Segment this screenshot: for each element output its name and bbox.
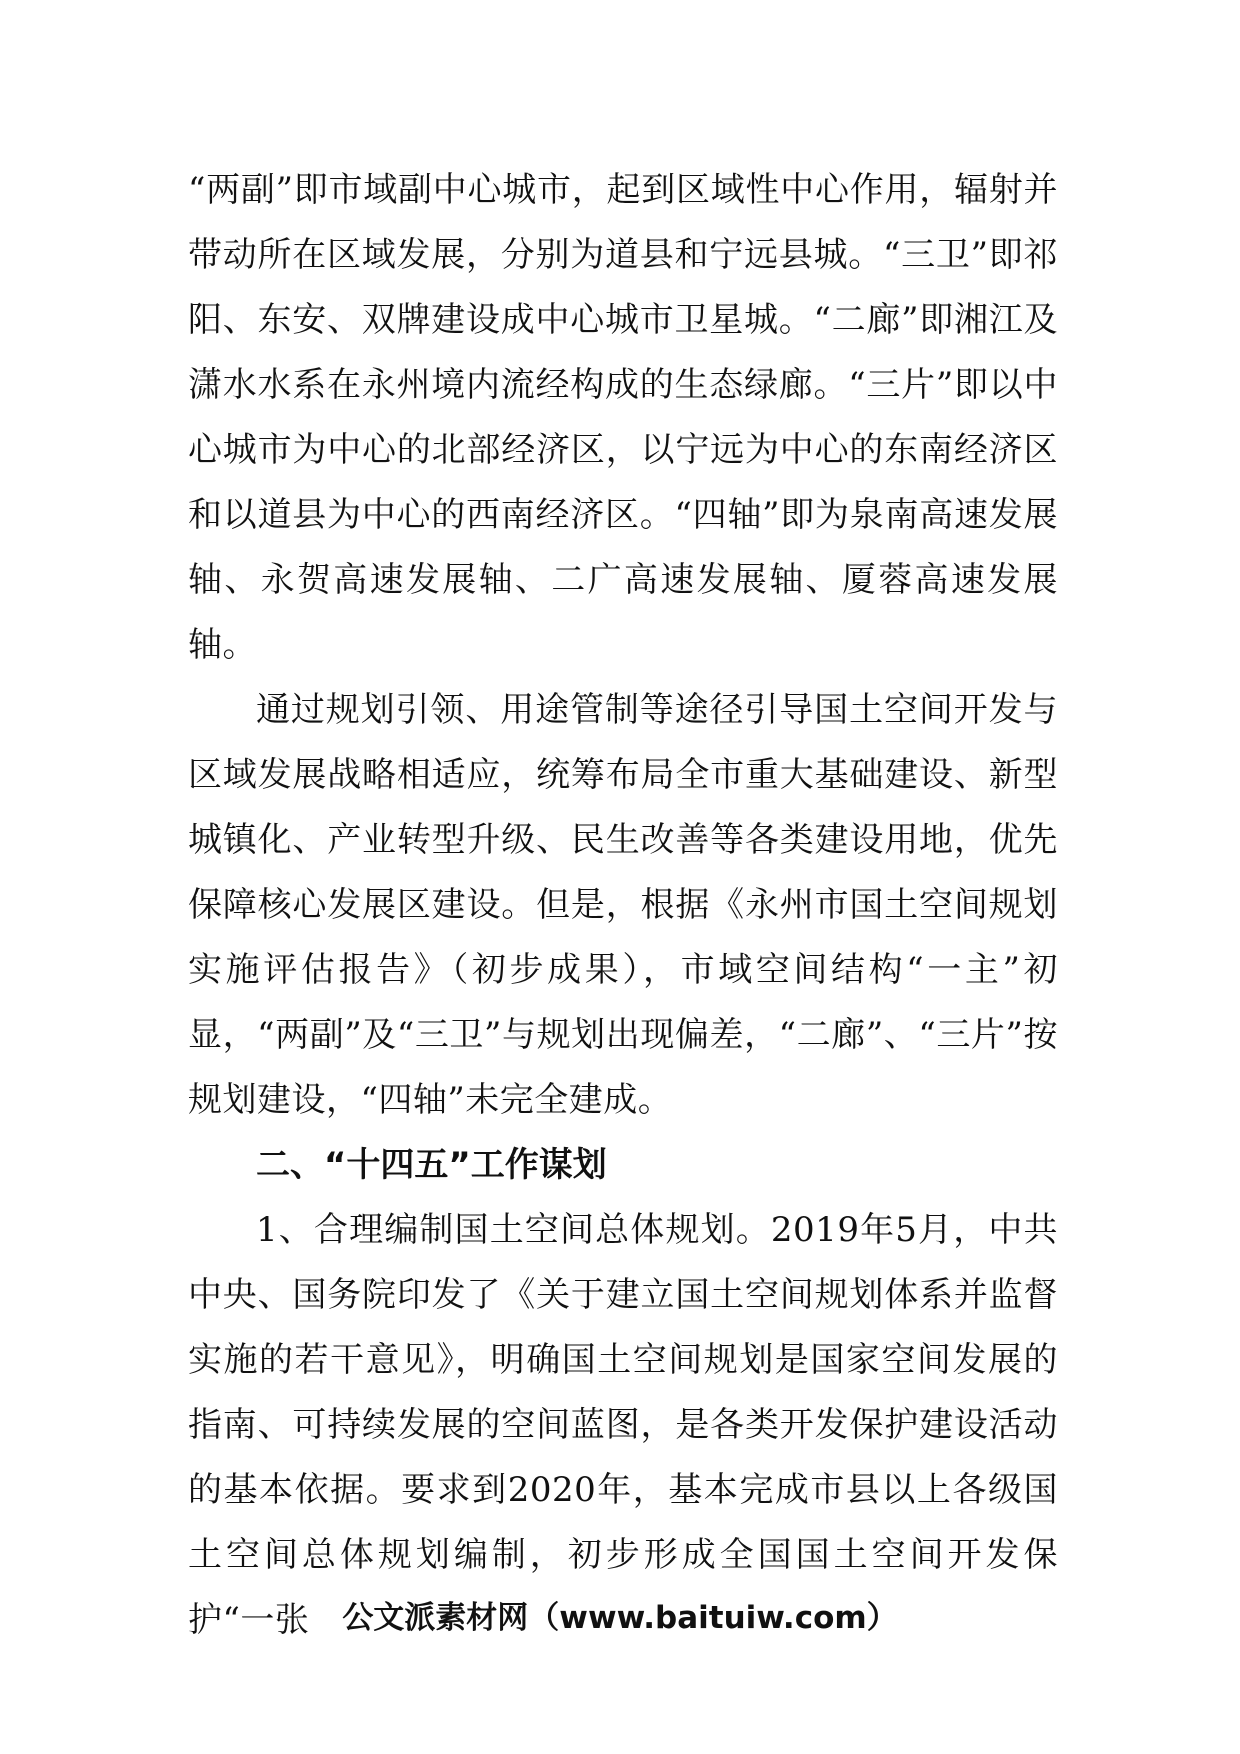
- document-body: [188, 158, 1058, 1653]
- footer-watermark: 公文派素材网（www.baituiw.com）: [342, 1600, 898, 1636]
- paragraph-spatial-structure: “两副”即市域副中心城市，起到区域性中心作用，辐射并带动所在区域发展，分别为道县和宁远县城。“三卫”即祁阳、东安、双牌建设成中心城市卫星城。“二廊”即湘江及潇水水系在永州境内流经构成的生态绿廊。“三片”即以中心城市为中心的北部经济区，以宁远为中心的东南经济区和以道县为中心的西南经济区。“四轴”即为泉南高速发展轴、永贺高速发展轴、二广高速发展轴、厦蓉高速发展轴。: [188, 170, 1058, 665]
- paragraph-master-plan: 1、合理编制国土空间总体规划。2019年5月，中共中央、国务院印发了《关于建立国土空间规划体系并监督实施的若干意见》，明确国土空间规划是国家空间发展的指南、可持续发展的空间蓝图，是各类开发保护建设活动的基本依据。要求到2020年，基本完成市县以上各级国土空间总体规划编制，初步形成全国国土空间开发保护“一张: [188, 1210, 1058, 1640]
- paragraph-planning-guidance: 通过规划引领、用途管制等途径引导国土空间开发与区域发展战略相适应，统筹布局全市重大基础建设、新型城镇化、产业转型升级、民生改善等各类建设用地，优先保障核心发展区建设。但是，根据《永州市国土空间规划实施评估报告》（初步成果），市域空间结构“一主”初显，“两副”及“三卫”与规划出现偏差，“二廊”、“三片”按规划建设，“四轴”未完全建成。: [188, 690, 1058, 1120]
- section-heading: 二、“十四五”工作谋划: [256, 1145, 607, 1185]
